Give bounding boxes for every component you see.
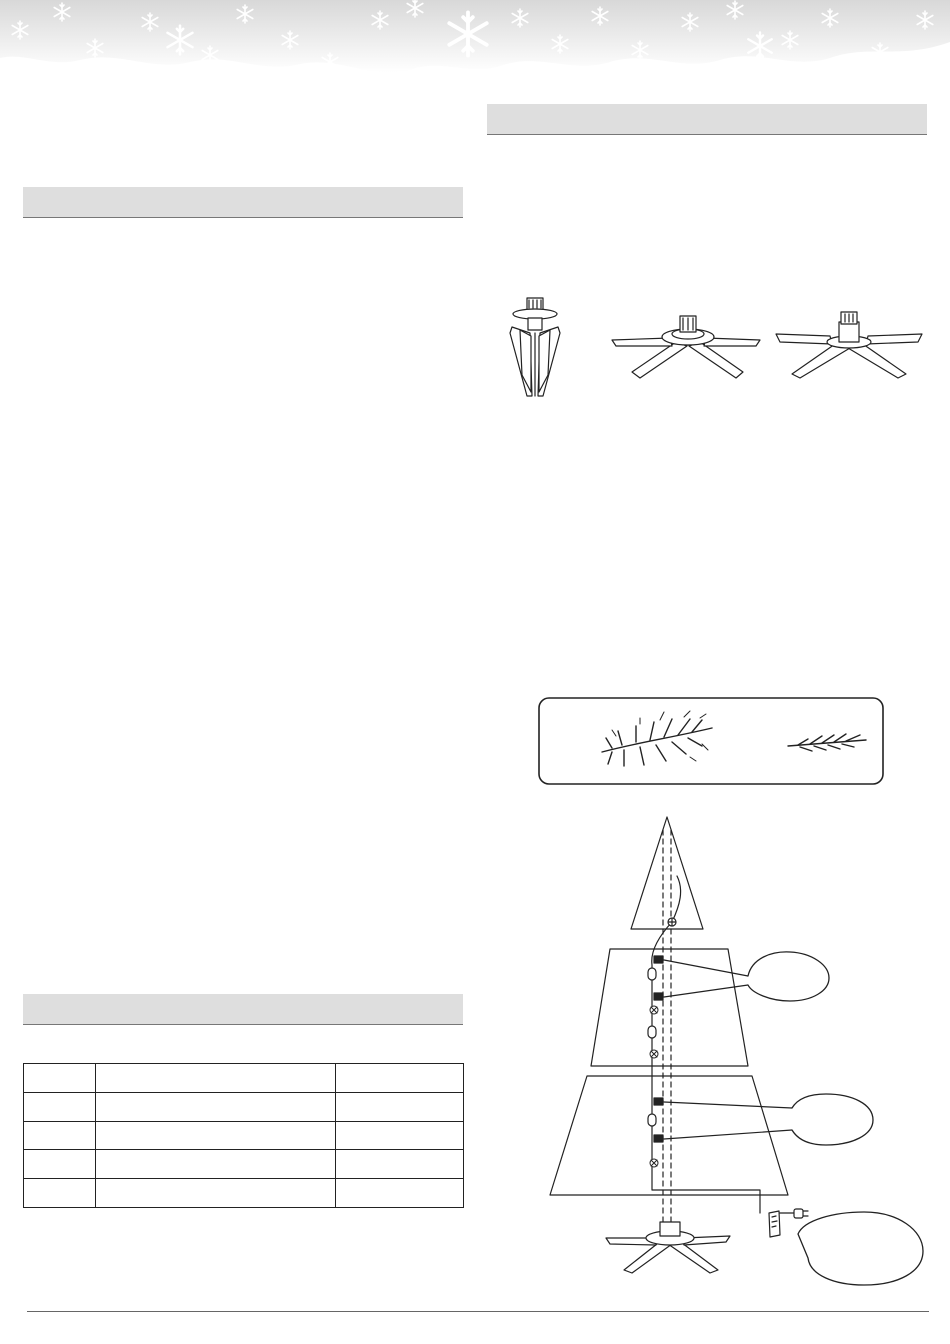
unfluffed-branch-icon xyxy=(788,734,866,751)
footer-divider xyxy=(27,1311,929,1312)
stand-icon xyxy=(606,1222,730,1273)
branch-illustration-box xyxy=(539,698,883,784)
callout-bubble xyxy=(798,1212,923,1285)
four-leg-metal-stand-icon xyxy=(612,316,760,378)
four-leg-plastic-stand-icon xyxy=(776,312,922,378)
callout-bubble xyxy=(748,952,829,1001)
tree-assembly-diagram xyxy=(550,817,808,1273)
fluffed-branch-icon xyxy=(602,711,712,766)
spike-stand-icon xyxy=(510,298,560,396)
callout-bubble xyxy=(792,1094,873,1145)
